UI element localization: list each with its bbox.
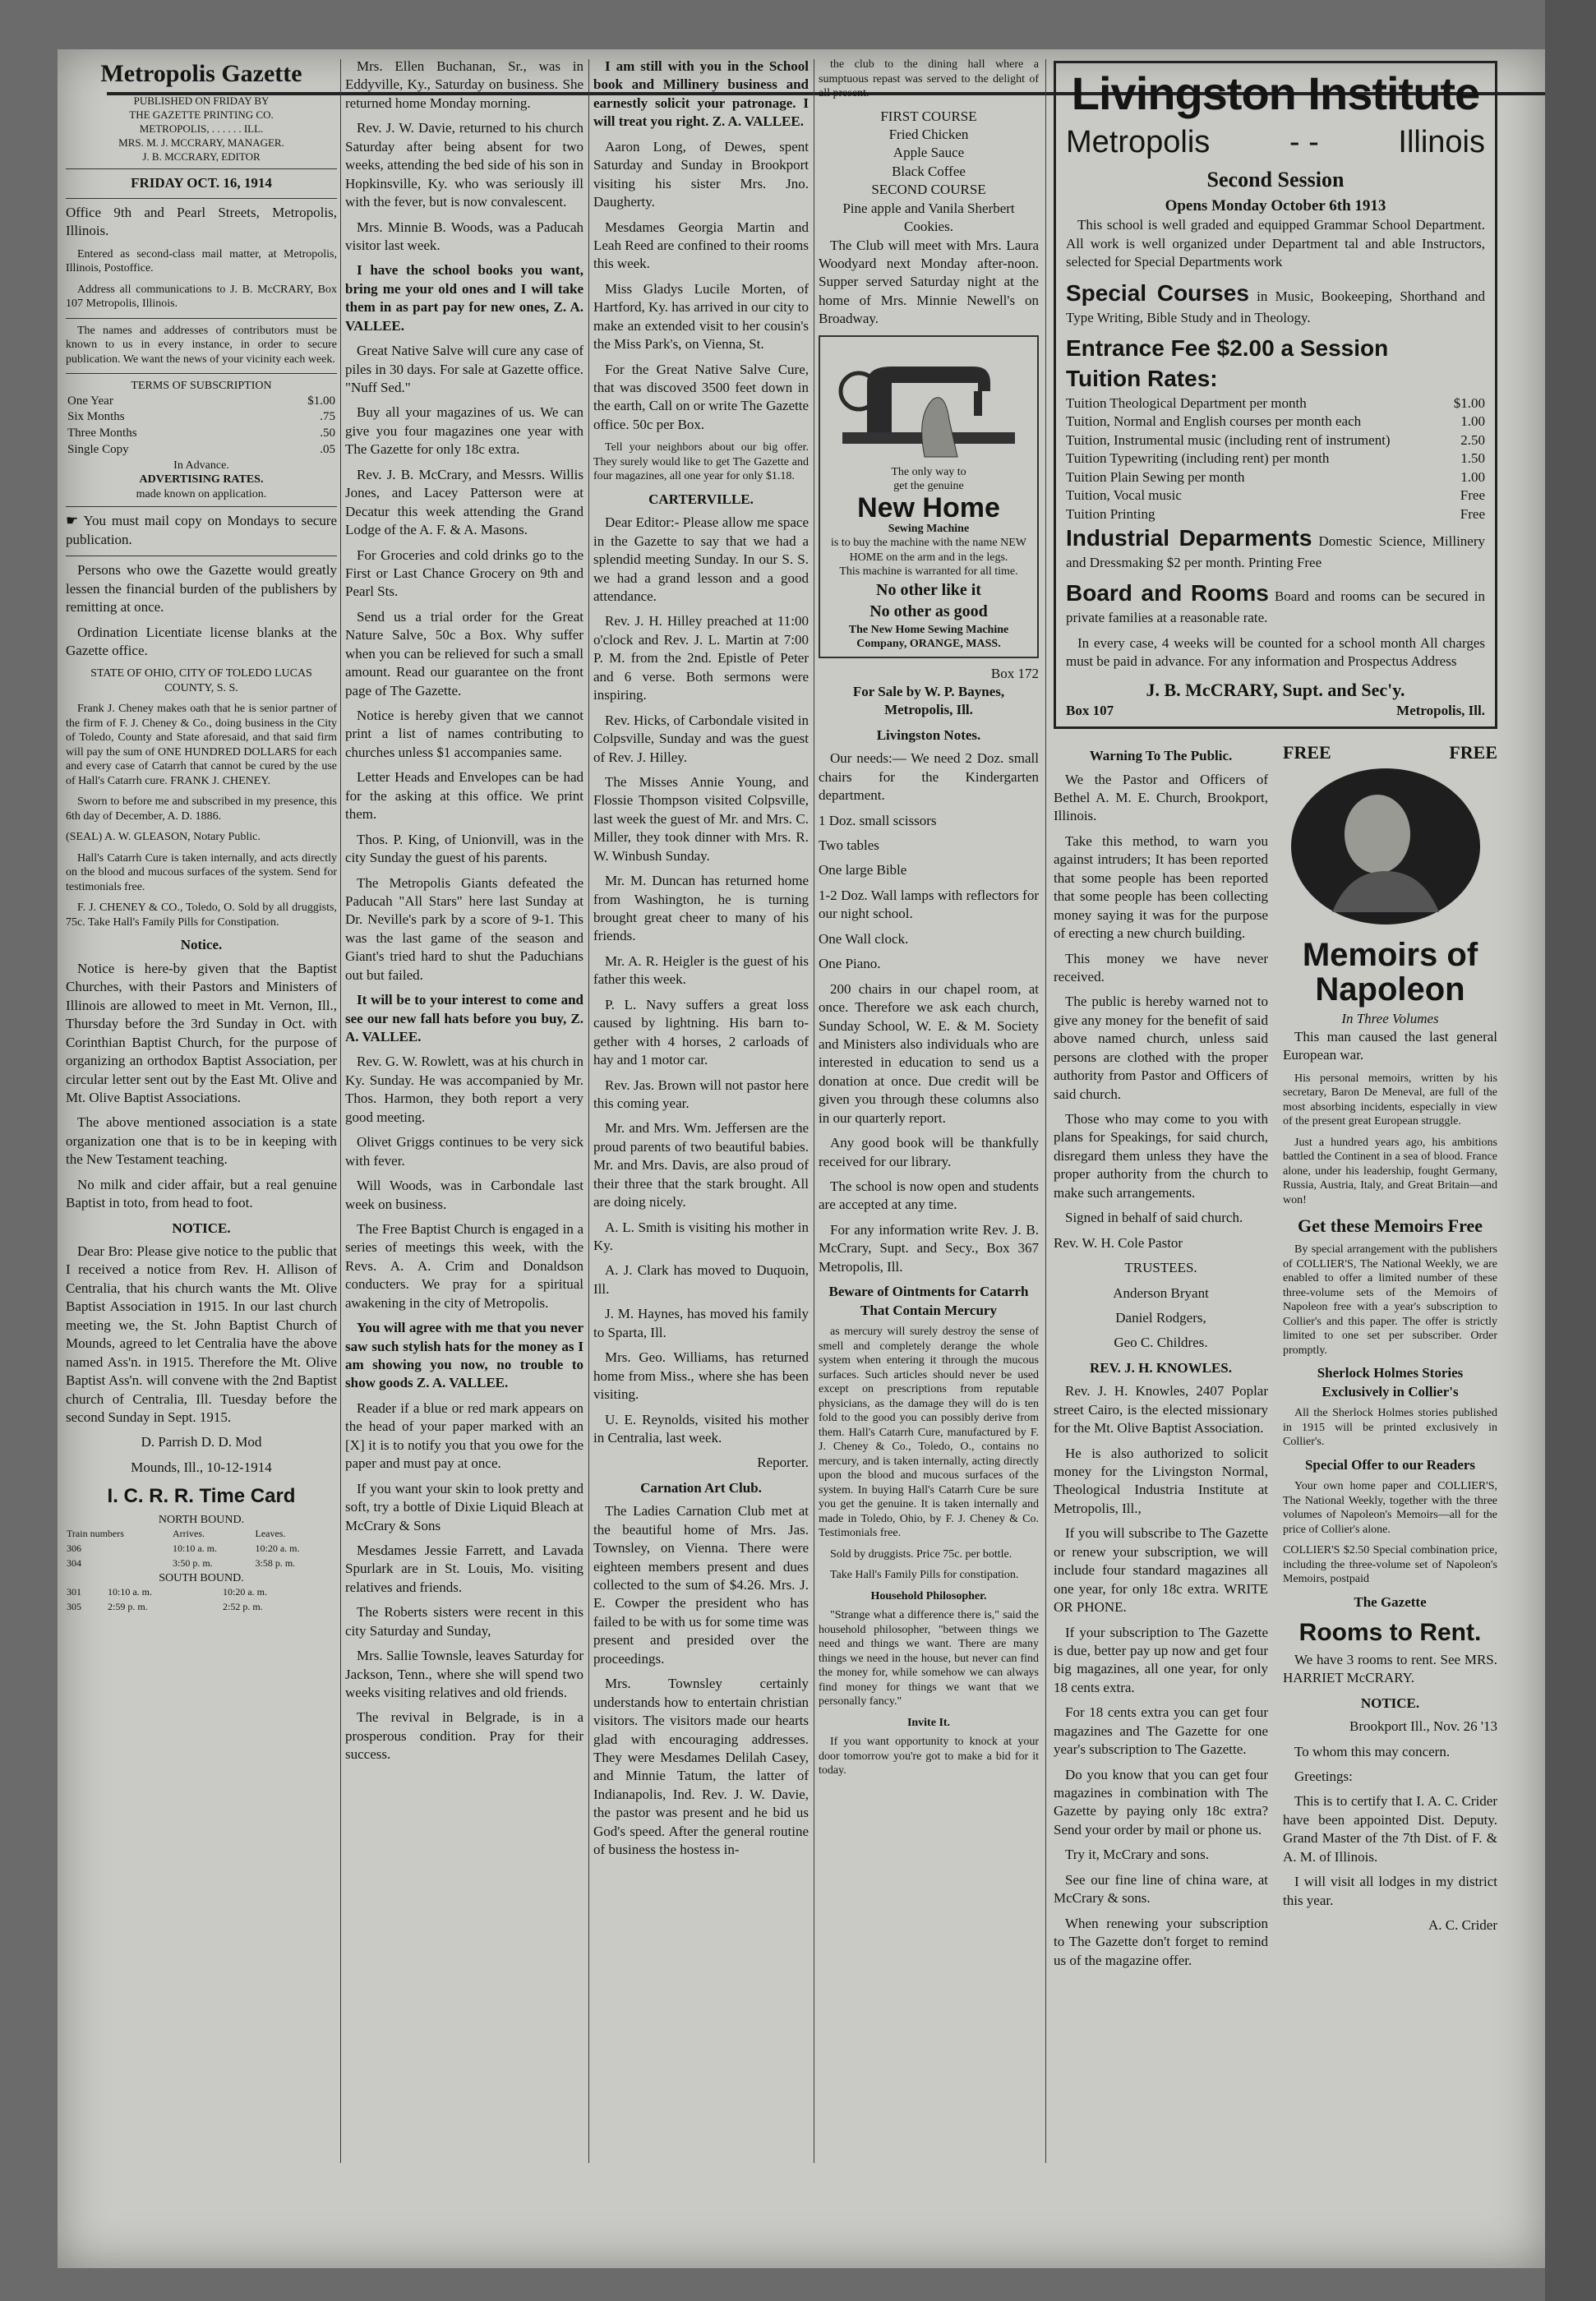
article-text: A. L. Smith is visiting his mother in Ky. xyxy=(593,1219,809,1253)
terms-row: One Year $1.00 xyxy=(67,394,335,408)
sewing-subtitle: Sewing Machine xyxy=(888,522,970,535)
lower-columns xyxy=(1054,740,1497,1976)
article-text: Great Native Salve will cure any case of piles in 30 days. For sale at Gazette office. "Nuff Sed." xyxy=(345,343,584,395)
article-text: If your subscription to The Gazette is due, better pay up now and get four big magazines, all one year, for only 18 cents extra. xyxy=(1054,1624,1268,1695)
needs-item: Two tables xyxy=(819,837,879,854)
pointing-hand-icon: ☛ xyxy=(66,513,79,529)
article-text: The public is hereby warned not to give any money for the benefit of said above named church, unless said persons are clothed with the proper authority from Pastor and Officers of said church. xyxy=(1054,994,1268,1102)
cheney-text: Hall's Catarrh Cure is taken internally, and acts directly on the blood and mucous surfaces of the system. Send for testimonials free. xyxy=(66,851,337,893)
fee-row: Tuition, Instrumental music (including rent of instrument) 2.50 xyxy=(1066,431,1485,448)
warning-column xyxy=(1054,740,1268,1976)
article-text: By special arrangement with the publishers of COLLIER'S, The National Weekly, we are enabled to offer a limited number of these three-volume sets of the Memoirs of Napoleon free with a year's subscription to Collier's and this paper. The offer is strictly limited to one set per subscriber. Order promptly. xyxy=(1283,1243,1497,1357)
knowles-heading: REV. J. H. KNOWLES. xyxy=(1089,1359,1233,1376)
ointments-heading: Beware of Ointments for Catarrh That Contain Mercury xyxy=(828,1284,1029,1318)
livingston-special: Special Courses in Music, Bookeeping, Shorthand and Type Writing, Bible Study and in Theology. xyxy=(1066,279,1486,325)
notice-date: Brookport Ill., Nov. 26 '13 xyxy=(1349,1718,1497,1735)
household-heading: Household Philosopher. xyxy=(870,1589,987,1602)
article-text: Any good book will be thankfully received for our library. xyxy=(819,1135,1039,1169)
entered-notice: Entered as second-class mail matter, at Metropolis, Illinois, Postoffice. xyxy=(66,247,337,275)
article-text: Mrs. Sallie Townsle, leaves Saturday for Jackson, Tenn., where she will spend two weeks visiting relatives and old friends. xyxy=(345,1648,584,1700)
cheney-heading: STATE OF OHIO, CITY OF TOLEDO LUCAS COUNTY, S. S. xyxy=(90,667,312,694)
article-text: Mrs. Townsley certainly understands how to entertain christian visitors. The visitors made our hearts glad with encouraging addresses. They were Mesdames Delilah Casey, and Minnie Tatum, the latter of Indianapolis, Ind. Rev. J. W. Davie, the pastor was present and he bid us God's speed. After the general routine of business the hostess in- xyxy=(593,1676,809,1858)
column-2 xyxy=(345,58,584,2161)
column-5 xyxy=(1054,58,1497,2161)
article-text: Just a hundred years ago, his ambitions battled the Continent in a sea of blood. France alone, under his leadership, fought Germany, Russia, Austria, Italy, and Great Britain—and won! xyxy=(1283,1136,1497,1206)
terms-title: TERMS OF SUBSCRIPTION xyxy=(131,380,272,393)
masthead-title: Metropolis Gazette xyxy=(100,60,302,87)
warning-heading: Warning To The Public. xyxy=(1089,748,1233,764)
article-text: This is to certify that I. A. C. Crider have been appointed Dist. Deputy. Grand Master of the 7th Dist. of F. & A. M. of Illinois. xyxy=(1283,1793,1497,1865)
article-text: Miss Gladys Lucile Morten, of Hartford, Ky. has arrived in our city to make an extended visit to her cousin's the Miss Park's, on Vienna, St. xyxy=(593,280,809,353)
cheney-text: Frank J. Cheney makes oath that he is senior partner of the firm of F. J. Cheney & Co., doing business in the City of Toledo, County and State aforesaid, and that said firm will pay the sum of ONE HUNDRED DOLLARS for each and every case of Catarrh that cannot be cured by the use of Hall's Catarrh cure. FRANK J. CHENEY. xyxy=(66,703,337,787)
livingston-address: Box 107 Metropolis, Ill. xyxy=(1066,702,1485,718)
article-text: Rev. Hicks, of Carbondale visited in Colpsville, Sunday and was the guest of Rev. J. Hilley. xyxy=(593,712,809,765)
cheney-text: F. J. CHENEY & CO., Toledo, O. Sold by all druggists, 75c. Take Hall's Family Pills for Constipation. xyxy=(66,901,337,929)
contributor-notice: The names and addresses of contributors must be known to us in every instance, in order to secure publication. We want the news of your vicinity each week. xyxy=(66,324,337,366)
article-text: Rev. J. H. Knowles, 2407 Poplar street Cairo, is the elected missionary for the Mt. Olive Baptist Association. xyxy=(1054,1383,1268,1436)
livingston-city: Metropolis - - Illinois xyxy=(1066,124,1485,159)
vallee-ad: I am still with you in the School book and Millinery business and earnestly solicit your patronage. I will treat you right. Z. A. VALLEE. xyxy=(593,58,809,130)
sale-line: For Sale by W. P. Baynes, Metropolis, Ill. xyxy=(852,683,1005,718)
article-text: I will visit all lodges in my district this year. xyxy=(1283,1874,1497,1908)
article-text: Rev. Jas. Brown will not pastor here this coming year. xyxy=(593,1077,809,1111)
article-text: Thos. P. King, of Unionvill, was in the city Sunday the guest of his parents. xyxy=(345,831,584,866)
terms-row: Six Months .75 xyxy=(67,410,335,424)
menu-first-course: FIRST COURSE xyxy=(880,108,977,124)
article-text: If you want your skin to look pretty and soft, try a bottle of Dixie Liquid Bleach at McCrary & Sons xyxy=(345,1480,584,1533)
adv-known: made known on application. xyxy=(136,487,267,500)
article-text: The revival in Belgrade, is in a prosperous condition. Pray for their success. xyxy=(345,1709,584,1763)
article-text: For the Great Native Salve Cure, that was discoved 3500 feet down in the earth, Call on or write The Gazette office. 50c per Box. xyxy=(593,361,809,432)
sewing-tag: get the genuine xyxy=(893,480,964,493)
mail-copy-notice: ☛ You must mail copy on Mondays to secure publication. xyxy=(66,513,337,547)
article-text: The Ladies Carnation Club met at the beautiful home of Mrs. Jas. Townsley, on Vienna. There were eighteen members present and dues collected to the sum of $4.26. Mrs. J. E. Cowper the president who has failed to be with us for some time was present and presided over the proceedings. xyxy=(593,1503,809,1667)
article-text: If you want opportunity to knock at your door tomorrow you're got to make a bid for it today. xyxy=(819,1736,1039,1778)
cheney-seal: (SEAL) A. W. GLEASON, Notary Public. xyxy=(66,831,261,844)
article-text: the club to the dining hall where a sumptuous repast was served to the delight of all present. xyxy=(819,58,1039,99)
needs-item: One large Bible xyxy=(819,862,907,878)
free-banner: FREE FREE xyxy=(1283,742,1497,763)
column-rule xyxy=(340,59,341,2163)
article-text: See our fine line of china ware, at McCrary & sons. xyxy=(1054,1871,1268,1907)
livingston-board: Board and Rooms Board and rooms can be secured in private families at a reasonable rate. xyxy=(1066,580,1485,626)
article-text: Signed in behalf of said church. xyxy=(1065,1210,1243,1226)
article-text: The Misses Annie Young, and Flossie Thompson visited Colpsville, last week the guest of Mr. and Mrs. C. Miller, they took dinner with Mrs. R. W. Winbush Sunday. xyxy=(593,773,809,864)
trustee-name: Geo C. Childres. xyxy=(1114,1335,1208,1351)
notice-heading: NOTICE. xyxy=(172,1220,231,1236)
article-text: Mr. and Mrs. Wm. Jeffersen are the proud parents of two beautiful babies. Mr. and Mrs. Davis, are also proud of their three that the stark brought. All are doing nicely. xyxy=(593,1120,809,1210)
sewing-slogan: No other like it xyxy=(876,580,981,599)
menu-item: Pine apple and Vanila Sherbert xyxy=(842,200,1015,216)
office-address: Office 9th and Pearl Streets, Metropolis, Illinois. xyxy=(66,204,337,239)
column-rule xyxy=(1045,59,1046,2163)
article-text: Send us a trial order for the Great Nature Salve, 50c a Box. Why suffer when you can be relieved for such a small amount. Read our guarantee on the front page of The Gazette. xyxy=(345,608,584,699)
notice-text: Dear Bro: Please give notice to the public that I received a notice from Rev. H. Allison of Centralia, that his church wants the Mt. Olive Baptist Association in 1915. In our last church meeting we, the St. John Baptist Church of Mounds, agreed to let Centralia have the above named Ass'n. in 1915. Therefore the Mt. Olive Baptist Ass'n. will convene with the 2nd Baptist church of Centralia, Ill. Tuesday before the second Sunday in Sept. 1915. xyxy=(66,1243,337,1425)
menu-second-course: SECOND COURSE xyxy=(871,182,986,198)
article-text: His personal memoirs, written by his secretary, Baron De Meneval, are full of the most absorbing incidents, especially in view of the present great European struggle. xyxy=(1283,1072,1497,1128)
article-text: This man caused the last general European war. xyxy=(1283,1029,1497,1063)
reporter-sign: Reporter. xyxy=(757,1455,809,1471)
page-edge xyxy=(1545,0,1596,2301)
article-text: Dear Editor:- Please allow me space in the Gazette to say that we had a splendid meeting Sunday. In our S. S. we had a grand lesson and a good attendance. xyxy=(593,514,809,604)
sewing-company: The New Home Sewing Machine Company, ORANGE, MASS. xyxy=(848,623,1009,651)
article-text: Will Woods, was in Carbondale last week on business. xyxy=(345,1178,584,1212)
rooms-heading: Rooms to Rent. xyxy=(1298,1619,1482,1647)
notice-text: No milk and cider affair, but a real genuine Baptist in toto, from head to foot. xyxy=(66,1176,337,1211)
terms-advance: In Advance. xyxy=(173,459,229,472)
issue-date: FRIDAY OCT. 16, 1914 xyxy=(131,175,272,191)
livingston-opens: Opens Monday October 6th 1913 xyxy=(1165,197,1386,215)
fee-row: Tuition Theological Department per month $1.00 xyxy=(1066,394,1485,411)
trustee-name: Anderson Bryant xyxy=(1113,1284,1209,1301)
article-text: Greetings: xyxy=(1294,1768,1353,1784)
article-text: Rev. G. W. Rowlett, was at his church in Ky. Sunday. He was accompanied by Mr. Thos. Harmon, they both report a very good meeting. xyxy=(345,1054,584,1125)
article-text: When renewing your subscription to The Gazette don't forget to remind us of the magazine offer. xyxy=(1054,1915,1268,1968)
napoleon-portrait-icon xyxy=(1283,764,1488,929)
livingston-ad xyxy=(1054,61,1497,729)
timecard-table: Train numbers Arrives. Leaves. 306 10:10 a. m. 10:20 a. m. 304 3:50 p. m. 3:58 p. m. xyxy=(67,1528,300,1570)
needs-item: One Piano. xyxy=(819,956,881,972)
article-text: Try it, McCrary and sons. xyxy=(1065,1847,1210,1863)
sewing-tag: is to buy the machine with the name NEW HOME on the arm and in the legs. xyxy=(831,537,1026,564)
article-text: A. J. Clark has moved to Duquoin, Ill. xyxy=(593,1262,809,1297)
masthead-published: PUBLISHED ON FRIDAY BY xyxy=(133,94,270,107)
article-text: He is also authorized to solicit money for the Livingston Normal, Theological Industria Institute at Metropolis, Ill., xyxy=(1054,1445,1268,1516)
notice-signature: A. C. Crider xyxy=(1428,1917,1497,1934)
address-notice: Address all communications to J. B. McCRARY, Box 107 Metropolis, Illinois. xyxy=(66,283,337,311)
get-memoirs-heading: Get these Memoirs Free xyxy=(1298,1215,1483,1237)
article-text: The Metropolis Giants defeated the Paducah "All Stars" here last Sunday at Dr. Neville's park by a score of 9-1. This was the last game of the season and Giant's tried hard to shut the Paduchians out but failed. xyxy=(345,874,584,983)
column-1 xyxy=(66,58,337,2161)
livingston-signer: J. B. McCRARY, Supt. and Sec'y. xyxy=(1146,679,1405,700)
article-text: "Strange what a difference there is," said the household philosopher, "between things we need and things we want. There are many things we need in the house, but never can find the money for, while somehow we can always find money for things we want that we personally fancy." xyxy=(819,1609,1039,1708)
livingston-tuition: Tuition Rates: xyxy=(1066,366,1218,391)
notice-text: Notice is here-by given that the Baptist Churches, with their Pastors and Ministers of Illinois are allowed to meet in Mt. Vernon, Ill., Thursday before the 3rd Sunday in Oct. with Corinthian Baptist Church, for the purpose of organizing an orthodox Baptist Association, per circular letter sent out by the East Mt. Olive and Mt. Olive Baptist Associations. xyxy=(66,960,337,1105)
menu-item: Fried Chicken xyxy=(888,126,969,142)
article-text: Take this method, to warn you against intruders; It has been reported that some people has been reported that some people has been collecting money saying it was for the purpose of erecting a new church building. xyxy=(1054,832,1268,942)
article-text: Mrs. Ellen Buchanan, Sr., was in Eddyville, Ky., Saturday on business. She returned home Monday morning. xyxy=(345,58,584,111)
article-text: The Roberts sisters were recent in this city Saturday and Sunday, xyxy=(345,1604,584,1639)
vallee-ad: I have the school books you want, bring me your old ones and I will take them in as part pay for new ones, Z. A. VALLEE. xyxy=(345,262,584,334)
sewing-machine-ad xyxy=(819,335,1039,658)
article-text: Those who may come to you with plans for Speakings, for said church, disregard them unless they have the proper authority from the church to make such arrangements. xyxy=(1054,1111,1268,1201)
carnation-heading: Carnation Art Club. xyxy=(640,1479,762,1496)
fee-row: Tuition Printing Free xyxy=(1066,505,1485,522)
article-text: Tell your neighbors about our big offer. They surely would like to get The Gazette and four magazines, all one year for only $1.18. xyxy=(593,441,809,483)
sherlock-heading: Sherlock Holmes Stories Exclusively in Collier's xyxy=(1317,1365,1464,1400)
masthead-manager: MRS. M. J. MCCRARY, MANAGER. xyxy=(118,136,284,150)
article-text: Ordination Licentiate license blanks at the Gazette office. xyxy=(66,624,337,658)
article-text: The Club will meet with Mrs. Laura Woodyard next Monday after-noon. Supper served Saturday night at the home of Mrs. Minnie Newell's on Broadway. xyxy=(819,237,1039,327)
menu-item: Black Coffee xyxy=(892,163,966,179)
livingston-industrial: Industrial Deparments Domestic Science, Millinery and Dressmaking $2 per month. Printing Free xyxy=(1066,525,1485,570)
article-text: U. E. Reynolds, visited his mother in Centralia, last week. xyxy=(593,1411,809,1446)
memoirs-title: Memoirs of Napoleon xyxy=(1302,936,1478,1008)
article-text: If you will subscribe to The Gazette or renew your subscription, we will include four standard magazines all one year, for only 18c extra. WRITE OR PHONE. xyxy=(1054,1525,1268,1616)
masthead-editor: J. B. MCCRARY, EDITOR xyxy=(142,150,261,164)
terms-row: Single Copy .05 xyxy=(67,443,335,457)
article-text: We have 3 rooms to rent. See MRS. HARRIET McCRARY. xyxy=(1283,1651,1497,1686)
article-text: The school is now open and students are accepted at any time. xyxy=(819,1178,1039,1213)
fee-row: Tuition, Vocal music Free xyxy=(1066,487,1485,504)
article-text: To whom this may concern. xyxy=(1294,1743,1451,1759)
article-text: All the Sherlock Holmes stories published in 1915 will be printed exclusively in Collier's. xyxy=(1283,1407,1497,1449)
needs-item: One Wall clock. xyxy=(819,930,909,947)
sewing-machine-icon xyxy=(834,342,1023,465)
article-text: Reader if a blue or red mark appears on the head of your paper marked with an [X] it is to notify you that you owe for the paper and must pay at once. xyxy=(345,1400,584,1472)
column-3 xyxy=(593,58,809,2161)
article-text: Mesdames Jessie Farrett, and Lavada Spurlark are in St. Louis, Mo. visiting relatives and friends. xyxy=(345,1542,584,1595)
timecard-south: SOUTH BOUND. xyxy=(159,1571,244,1584)
fee-row: Tuition Typewriting (including rent) per month 1.50 xyxy=(1066,450,1485,467)
article-text: Rev. J. B. McCrary, and Messrs. Willis Jones, and Lacey Patterson were at Decatur this week attending the Grand Lodge of the A. F. & A. Masons. xyxy=(345,466,584,538)
vallee-ad: It will be to your interest to come and see our new fall hats before you buy, Z. A. VALLEE. xyxy=(345,992,584,1044)
needs-item: 1 Doz. small scissors xyxy=(819,812,937,828)
sewing-brand: New Home xyxy=(857,491,1000,523)
memoirs-volumes: In Three Volumes xyxy=(1341,1010,1439,1026)
article-text: Letter Heads and Envelopes can be had for the asking at this office. We print them. xyxy=(345,769,584,823)
box-number: Box 172 xyxy=(990,665,1039,681)
article-text: We the Pastor and Officers of Bethel A. M. E. Church, Brookport, Illinois. xyxy=(1054,771,1268,824)
column-rule xyxy=(588,59,589,2163)
article-text: Olivet Griggs continues to be very sick with fever. xyxy=(345,1134,584,1169)
livingston-session: Second Session xyxy=(1206,167,1345,191)
sewing-tag: This machine is warranted for all time. xyxy=(839,565,1018,579)
article-text: Take Hall's Family Pills for constipation. xyxy=(830,1569,1019,1582)
livingston-title: Livingston Institute xyxy=(1071,67,1480,119)
special-offer-heading: Special Offer to our Readers xyxy=(1304,1456,1476,1473)
article-text: For 18 cents extra you can get four magazines and The Gazette for one year's subscription to The Gazette. xyxy=(1054,1704,1268,1758)
article-text: Mrs. Geo. Williams, has returned home from Miss., where she has been visiting. xyxy=(593,1349,809,1403)
menu-item: Apple Sauce xyxy=(893,145,965,161)
carterville-heading: CARTERVILLE. xyxy=(648,491,754,507)
article-text: Mr. M. Duncan has returned home from Washington, he is turning brought great cheer to many of his friends. xyxy=(593,873,809,944)
timecard-title: I. C. R. R. Time Card xyxy=(107,1485,296,1508)
masthead-place: METROPOLIS, . . . . . . ILL. xyxy=(139,122,264,135)
article-text: For any information write Rev. J. B. McCrary, Supt. and Secy., Box 367 Metropolis, Ill. xyxy=(819,1221,1039,1275)
terms-row: Three Months .50 xyxy=(67,427,335,440)
sewing-tag: The only way to xyxy=(891,465,966,478)
vallee-ad: You will agree with me that you never saw such stylish hats for the money as I am showing you now, no trouble to show goods Z. A. VALLEE. xyxy=(345,1320,584,1391)
needs-item: 1-2 Doz. Wall lamps with reflectors for our night school. xyxy=(819,887,1039,922)
napoleon-column xyxy=(1283,740,1497,1976)
notice-heading: Notice. xyxy=(180,937,223,953)
article-text: Rev. J. H. Hilley preached at 11:00 o'clock and Rev. J. L. Martin at 7:00 P. M. from the 2nd. Epistle of Peter and 6 verse. Both sermons were inspiring. xyxy=(593,613,809,703)
invite-heading: Invite It. xyxy=(906,1716,951,1729)
article-text: Buy all your magazines of us. We can give you four magazines one year with The Gazette for only 18c extra. xyxy=(345,404,584,458)
article-text: Your own home paper and COLLIER'S, The National Weekly, together with the three volumes of Napoleon's Memoirs—all for the price of Collier's alone. xyxy=(1283,1480,1497,1536)
livingston-text: In every case, 4 weeks will be counted for a school month All charges must be paid in advance. For any information and Prospectus Address xyxy=(1066,634,1485,670)
article-text: 200 chairs in our chapel room, at once. Therefore we ask each church, Sunday School, W. E. & M. Society and Ministers also individuals who are interested in education to send us a donation at once. Due credit will be given you through these columns also in our quarterly report. xyxy=(819,980,1039,1126)
article-text: P. L. Navy suffers a great loss caused by lightning. His barn to-gether with 4 horses, 2 carloads of hay and 1 motor car. xyxy=(593,996,809,1068)
article-text: The Free Baptist Church is engaged in a series of meetings this week, with the Revs. A. A. Crim and Donaldson conducters. We pray for a spiritual awakening in the city of Metropolis. xyxy=(345,1220,584,1311)
livingston-entrance: Entrance Fee $2.00 a Session xyxy=(1066,335,1389,362)
sewing-slogan: No other as good xyxy=(869,602,988,621)
gazette-logo: The Gazette xyxy=(1354,1593,1427,1610)
timecard-table: 301 10:10 a. m. 10:20 a. m. 305 2:59 p. m. 2:52 p. m. xyxy=(67,1586,267,1613)
article-text: as mercury will surely destroy the sense of smell and completely derange the whole system when entering it through the mucous surfaces. Such articles should never be used except on prescriptions from reputable physicians, as the damage they will do is ten fold to the good you can possibly derive from them. Hall's Catarrh Cure, manufactured by F. J. Cheney & Co., Toledo, O., contains no mercury, and is taken internally, acting directly upon the blood and mucous surfaces of the system. In buying Hall's Catarrh Cure be sure you get the genuine. It is taken internally and made in Toledo, Ohio, by F. J. Cheney & Co. Testimonials free. xyxy=(819,1326,1039,1540)
fee-row: Tuition Plain Sewing per month 1.00 xyxy=(1066,468,1485,485)
article-text: For Groceries and cold drinks go to the First or Last Chance Grocery on 9th and Pearl Sts. xyxy=(345,546,584,600)
article-text: Persons who owe the Gazette would greatly lessen the financial burden of the publishers by remitting at once. xyxy=(66,562,337,616)
trustee-name: Daniel Rodgers, xyxy=(1115,1309,1206,1326)
article-text: Mesdames Georgia Martin and Leah Reed are confined to their rooms this week. xyxy=(593,219,809,272)
notice-signature: D. Parrish D. D. Mod xyxy=(141,1434,262,1450)
menu-item: Cookies. xyxy=(904,219,953,235)
livingston-notes-heading: Livingston Notes. xyxy=(876,726,981,743)
article-text: Rev. J. W. Davie, returned to his church Saturday after being absent for two weeks, attending the bed side of his son in Hopkinsville, Ky. who was seriously ill with the fever, but is now convalescent. xyxy=(345,120,584,210)
terms-table xyxy=(66,394,337,459)
notice-signature-date: Mounds, Ill., 10-12-1914 xyxy=(131,1459,272,1475)
article-text: This money we have never received. xyxy=(1054,950,1268,984)
article-text: Do you know that you can get four magazines in combination with The Gazette by paying only 18c extra? Send your order by mail or phone us. xyxy=(1054,1766,1268,1838)
article-text: Notice is hereby given that we cannot print a list of names contributing to churches unless $1 accompanies same. xyxy=(345,708,584,760)
article-text: Aaron Long, of Dewes, spent Saturday and Sunday in Brookport visiting his sister Mrs. Jno. Daugherty. xyxy=(593,138,809,210)
cheney-text: Sworn to before me and subscribed in my presence, this 6th day of December, A. D. 1886. xyxy=(66,795,337,823)
article-text: Mrs. Minnie B. Woods, was a Paducah visitor last week. xyxy=(345,219,584,253)
article-text: Sold by druggists. Price 75c. per bottle. xyxy=(830,1547,1012,1561)
adv-rates: ADVERTISING RATES. xyxy=(139,473,264,486)
livingston-text: This school is well graded and equipped Grammar School Department. All work is well organized under Department tal and able Instructors, selected for Special Departments work xyxy=(1066,217,1485,270)
notice-heading: NOTICE. xyxy=(1360,1695,1420,1711)
trustees-heading: TRUSTEES. xyxy=(1124,1260,1197,1276)
article-text: Our needs:— We need 2 Doz. small chairs for the Kindergarten department. xyxy=(819,750,1039,804)
column-4 xyxy=(819,58,1039,2161)
article-text: J. M. Haynes, has moved his family to Sparta, Ill. xyxy=(593,1306,809,1340)
pastor-line: Rev. W. H. Cole Pastor xyxy=(1054,1234,1183,1251)
fee-row: Tuition, Normal and English courses per month each 1.00 xyxy=(1066,413,1485,430)
timecard-north: NORTH BOUND. xyxy=(158,1513,245,1526)
masthead-company: THE GAZETTE PRINTING CO. xyxy=(129,108,274,121)
article-text: Mr. A. R. Heigler is the guest of his father this week. xyxy=(593,952,809,988)
collier-offer: COLLIER'S $2.50 Special combination price, including the three-volume set of Napoleon's Memoirs, postpaid xyxy=(1283,1544,1497,1586)
notice-text: The above mentioned association is a state organization one that is to be in keeping with the New Testament teaching. xyxy=(66,1114,337,1168)
